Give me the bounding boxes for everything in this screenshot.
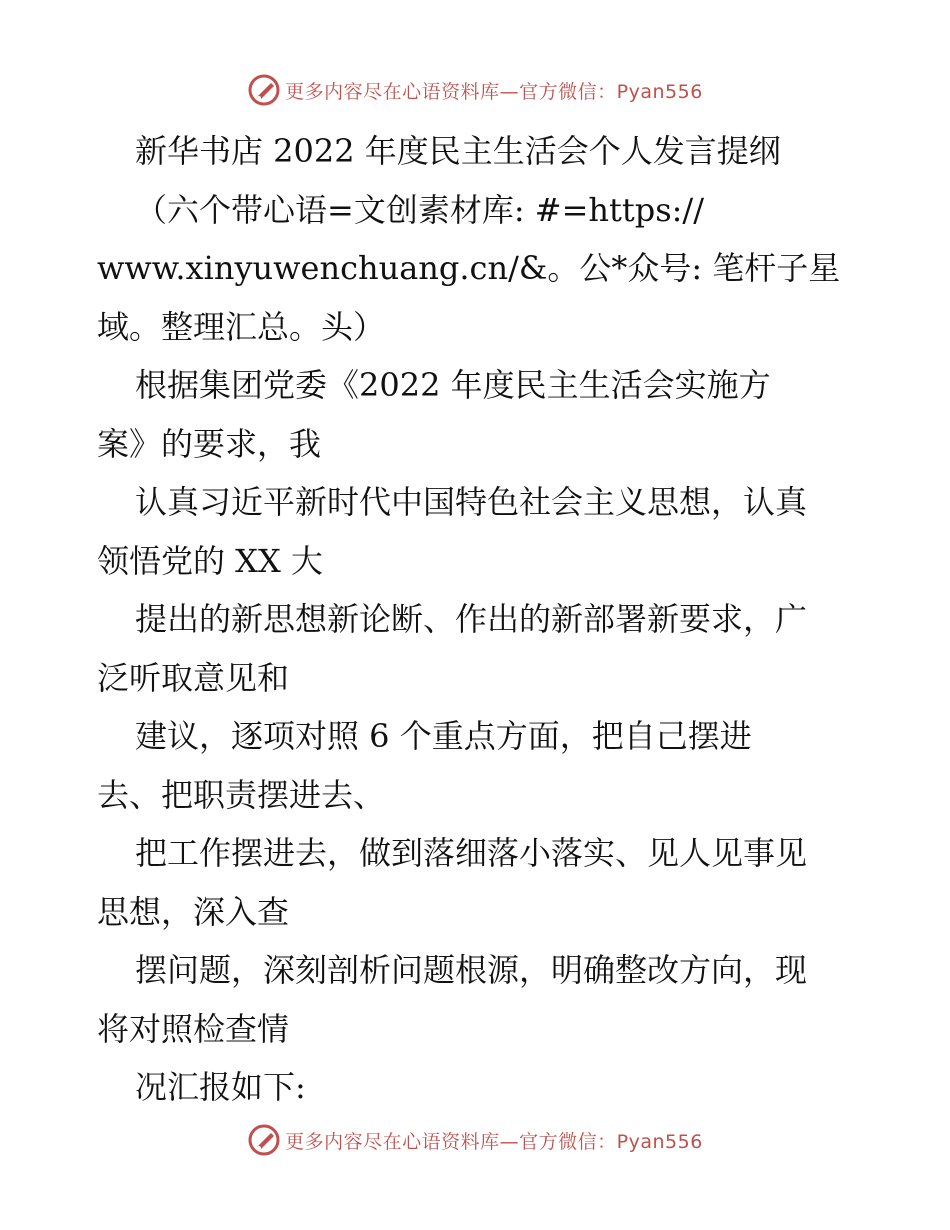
footer-banner (0, 1120, 950, 1160)
text-line: 认真习近平新时代中国特色社会主义思想，认真 (135, 483, 808, 521)
document-body (97, 122, 857, 1117)
text-line: 去、把职责摆进去、 (97, 775, 386, 814)
text-line: 建议，逐项对照 6 个重点方面，把自己摆进 (135, 717, 752, 755)
text-line: 将对照检查情 (97, 1009, 290, 1048)
logo-icon (247, 73, 281, 107)
banner-text: 更多内容尽在心语资料库— (285, 1130, 520, 1153)
logo-icon (247, 1123, 281, 1157)
text-line: 领悟党的 XX 大 (97, 541, 323, 580)
banner-wechat: 官方微信：Pyan556 (519, 1130, 703, 1153)
banner-wechat: 官方微信：Pyan556 (519, 80, 703, 103)
text-line: 把工作摆进去，做到落细落小落实、见人见事见 (135, 834, 808, 872)
banner-text: 更多内容尽在心语资料库— (285, 80, 520, 103)
document-title: 新华书店 2022 年度民主生活会个人发言提纲 (135, 132, 781, 170)
text-line: 况汇报如下: (135, 1068, 306, 1106)
text-line: 泛听取意见和 (97, 658, 290, 697)
text-line: （六个带心语=文创素材库: #=https:// (135, 190, 704, 229)
text-line: www.xinyuwenchuang.cn/&。公*众号: 笔杆子星 (97, 249, 841, 287)
header-banner (0, 70, 950, 110)
text-line: 根据集团党委《2022 年度民主生活会实施方 (135, 366, 771, 404)
text-line: 摆问题，深刻剖析问题根源，明确整改方向，现 (135, 951, 808, 989)
text-line: 提出的新思想新论断、作出的新部署新要求，广 (135, 600, 808, 638)
text-line: 域。整理汇总。头） (97, 307, 386, 346)
text-line: 思想，深入查 (97, 892, 290, 931)
text-line: 案》的要求，我 (97, 424, 322, 463)
